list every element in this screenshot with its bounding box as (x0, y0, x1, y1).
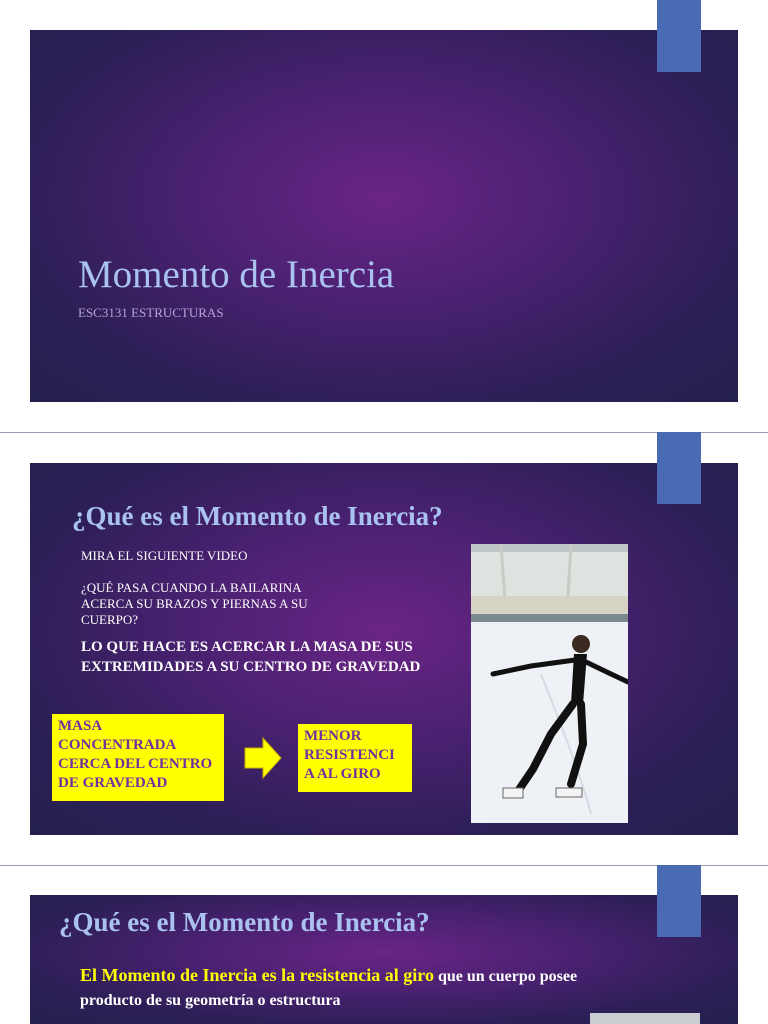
slide-1-title: Momento de Inercia (78, 253, 395, 296)
right-arrow-icon (243, 736, 283, 780)
answer-text: LO QUE HACE ES ACERCAR LA MASA DE SUS EXTREMIDADES A SU CENTRO DE GRAVEDAD (81, 639, 421, 675)
less-resistance-box: MENOR RESISTENCI A AL GIRO (298, 724, 412, 792)
slide-2-title: ¿Qué es el Momento de Inercia? (72, 501, 443, 531)
slide-3-tab (657, 865, 701, 937)
slide-3-title: ¿Qué es el Momento de Inercia? (59, 907, 430, 937)
slide-separator (0, 432, 768, 433)
slide-3-image (590, 1013, 700, 1024)
definition-rest: que un cuerpo posee producto de su geometría o estructura (80, 968, 578, 1009)
skater-video-thumbnail[interactable] (471, 544, 628, 823)
question-text: ¿QUÉ PASA CUANDO LA BAILARINA ACERCA SU BRAZOS Y PIERNAS A SU CUERPO? (81, 580, 308, 627)
slide-3 (30, 895, 738, 1024)
slide-2-tab (657, 432, 701, 504)
slide-1-subtitle: ESC3131 ESTRUCTURAS (78, 305, 224, 320)
slide-1 (30, 30, 738, 402)
slide-separator (0, 865, 768, 866)
definition-text (80, 963, 600, 1013)
slide-2 (30, 463, 738, 835)
mass-concentrated-box: MASA CONCENTRADA CERCA DEL CENTRO DE GRAVEDAD (52, 714, 224, 801)
instruction-text: MIRA EL SIGUIENTE VIDEO (81, 548, 248, 563)
definition-highlight: El Momento de Inercia es la resistencia al giro (80, 965, 434, 985)
slide-1-tab (657, 0, 701, 72)
skater-image (471, 544, 628, 823)
